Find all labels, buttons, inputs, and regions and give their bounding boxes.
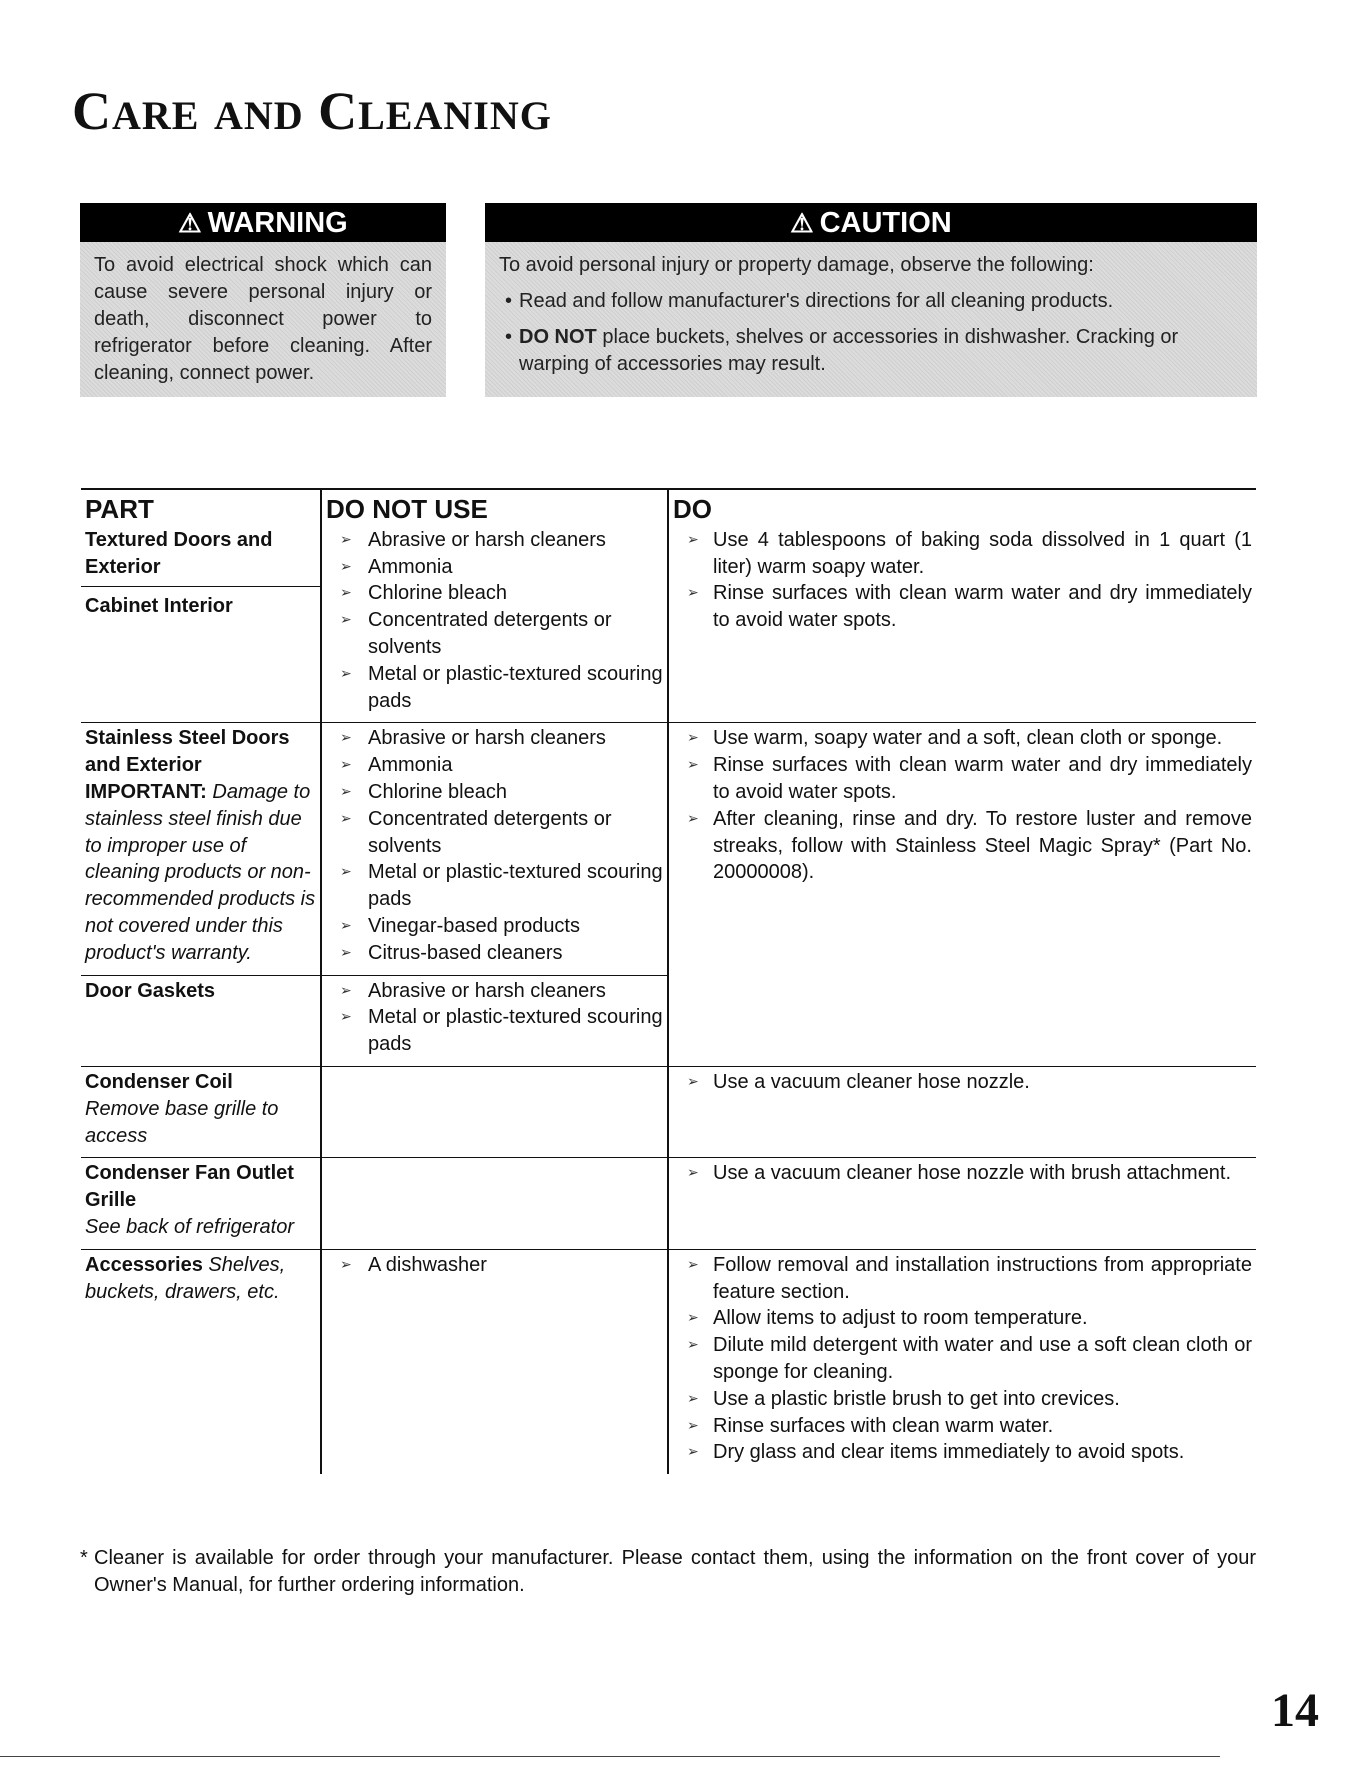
list-item: ➢ Chlorine bleach	[326, 580, 663, 607]
list-item: ➢ Ammonia	[326, 752, 663, 779]
part-cell: Condenser Coil Remove base grille to access	[81, 1066, 321, 1157]
caution-item: • Read and follow manufacturer's directions for all cleaning products.	[499, 288, 1243, 315]
list-item: ➢ Rinse surfaces with clean warm water and dry immediately to avoid water spots.	[673, 580, 1252, 634]
part-cell: Accessories Shelves, buckets, drawers, etc.	[81, 1249, 321, 1474]
part-cell: Stainless Steel Doors and Exterior IMPORTANT: Damage to stainless steel finish due to improper use of cleaning products or non-recommended products is not covered under this product's warranty.	[81, 723, 321, 975]
warning-triangle-icon: ⚠	[790, 208, 814, 238]
do-cell	[668, 1158, 1256, 1249]
header-do-not-use: DO NOT USE	[321, 489, 668, 525]
list-item: ➢ Use a vacuum cleaner hose nozzle with brush attachment.	[673, 1160, 1252, 1187]
do-not-use-cell	[321, 1249, 668, 1474]
do-not-use-cell	[321, 525, 668, 723]
warning-box	[80, 203, 446, 397]
do-not-use-cell	[321, 1066, 668, 1157]
list-item: ➢ Citrus-based cleaners	[326, 940, 663, 967]
do-cell	[668, 525, 1256, 723]
list-item: ➢ Metal or plastic-textured scouring pads	[326, 661, 663, 715]
list-item: ➢ Dilute mild detergent with water and use a soft clean cloth or sponge for cleaning.	[673, 1332, 1252, 1386]
bottom-rule	[0, 1756, 1220, 1757]
table-row	[81, 525, 1256, 723]
list-item: ➢ Vinegar-based products	[326, 913, 663, 940]
list-item: ➢ Concentrated detergents or solvents	[326, 607, 663, 661]
part-cell: Condenser Fan Outlet Grille See back of refrigerator	[81, 1158, 321, 1249]
caution-list	[499, 288, 1243, 378]
page-title: CARE AND CLEANING	[72, 81, 552, 141]
warning-text: To avoid electrical shock which can cause severe personal injury or death, disconnect power to refrigerator before cleaning. After cleaning, connect power.	[94, 254, 432, 384]
list-item: ➢ Follow removal and installation instructions from appropriate feature section.	[673, 1252, 1252, 1306]
list-item: ➢ Use a plastic bristle brush to get into crevices.	[673, 1386, 1252, 1413]
list-item: ➢ Use warm, soapy water and a soft, clean cloth or sponge.	[673, 725, 1252, 752]
do-cell	[668, 1066, 1256, 1157]
caution-body	[485, 242, 1257, 378]
do-not-label: DO NOT	[519, 326, 597, 348]
warning-header	[80, 203, 446, 242]
list-item: ➢ Ammonia	[326, 554, 663, 581]
list-item: ➢ After cleaning, rinse and dry. To restore luster and remove streaks, follow with Stainless Steel Magic Spray* (Part No. 20000008).	[673, 806, 1252, 886]
header-part: PART	[81, 489, 321, 525]
caution-heading: CAUTION	[819, 207, 952, 239]
caution-item: • DO NOT place buckets, shelves or accessories in dishwasher. Cracking or warping of accessories may result.	[499, 324, 1243, 378]
do-cell	[668, 1249, 1256, 1474]
footnote-marker: *	[80, 1547, 88, 1569]
footnote-text: Cleaner is available for order through your manufacturer. Please contact them, using the information on the front cover of your Owner's Manual, for further ordering information.	[94, 1547, 1256, 1596]
warning-triangle-icon: ⚠	[178, 208, 202, 238]
page-number: 14	[1271, 1684, 1319, 1737]
list-item: ➢ Rinse surfaces with clean warm water and dry immediately to avoid water spots.	[673, 752, 1252, 806]
part-cell: Door Gaskets	[81, 975, 321, 1066]
cleaning-table	[81, 488, 1256, 1474]
table-row	[81, 1066, 1256, 1157]
do-not-use-cell	[321, 1158, 668, 1249]
list-item: ➢ Use a vacuum cleaner hose nozzle.	[673, 1069, 1252, 1096]
table-row	[81, 1158, 1256, 1249]
list-item: ➢ Allow items to adjust to room temperature.	[673, 1305, 1252, 1332]
list-item: ➢ Chlorine bleach	[326, 779, 663, 806]
list-item: ➢ Rinse surfaces with clean warm water.	[673, 1413, 1252, 1440]
footnote	[80, 1545, 1256, 1599]
table-row	[81, 1249, 1256, 1474]
list-item: ➢ Metal or plastic-textured scouring pads	[326, 859, 663, 913]
do-not-use-cell	[321, 723, 668, 975]
list-item: ➢ Abrasive or harsh cleaners	[326, 978, 663, 1005]
list-item: ➢ Metal or plastic-textured scouring pads	[326, 1004, 663, 1058]
part-cell: Textured Doors and Exterior Cabinet Interior	[81, 525, 321, 723]
list-item: ➢ A dishwasher	[326, 1252, 663, 1279]
table-header-row	[81, 489, 1256, 525]
caution-intro: To avoid personal injury or property damage, observe the following:	[499, 254, 1094, 276]
header-do: DO	[668, 489, 1256, 525]
list-item: ➢ Use 4 tablespoons of baking soda dissolved in 1 quart (1 liter) warm soapy water.	[673, 527, 1252, 581]
caution-box	[485, 203, 1257, 397]
list-item: ➢ Abrasive or harsh cleaners	[326, 725, 663, 752]
list-item: ➢ Concentrated detergents or solvents	[326, 806, 663, 860]
do-not-use-cell	[321, 975, 668, 1066]
warning-heading: WARNING	[207, 207, 348, 239]
caution-header	[485, 203, 1257, 242]
do-cell	[668, 723, 1256, 1067]
list-item: ➢ Abrasive or harsh cleaners	[326, 527, 663, 554]
table-row	[81, 723, 1256, 975]
list-item: ➢ Dry glass and clear items immediately to avoid spots.	[673, 1439, 1252, 1466]
